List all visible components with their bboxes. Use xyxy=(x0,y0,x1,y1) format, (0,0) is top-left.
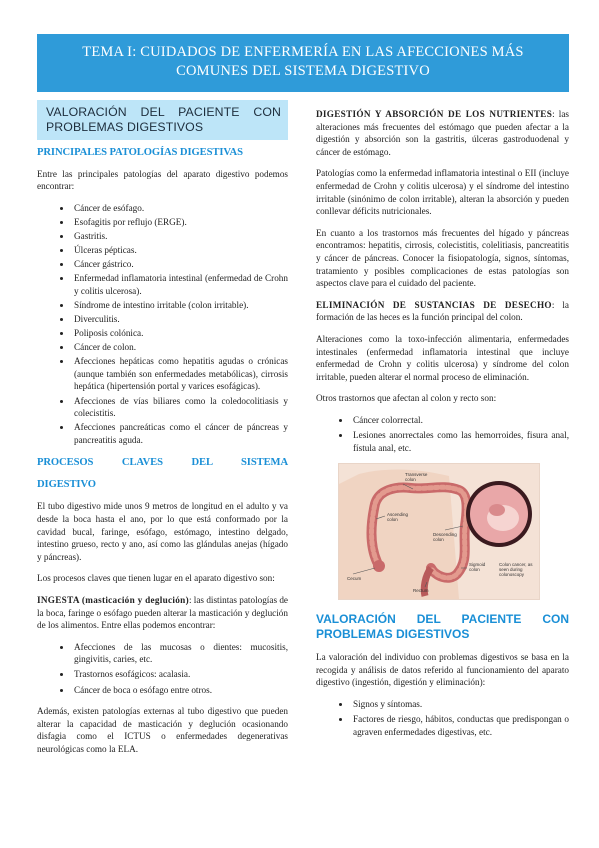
paragraph-eii: Patologías como la enfermedad inflamatoria intestinal o EII (incluye enfermedad de Crohn y colitis ulcerosa) y el síndrome del intestino irritable (sinónimo de colon irritable), alteran la absorción y pueden conllevar déficits nutricionales. xyxy=(316,168,569,217)
list-item: • Esofagitis por reflujo (ERGE). xyxy=(72,216,288,229)
paragraph-digestion xyxy=(316,108,569,158)
paragraph-higado: En cuanto a los trastornos más frecuentes del hígado y páncreas encontramos: hepatitis, cirrosis, colecistitis, colelitiasis, pancreatitis y cáncer de páncreas. Conocer la fisiopatología, signos, síntomas, tratamiento y posibles complicaciones de estas patologías son aspectos clave para el cuidado del paciente. xyxy=(316,227,569,289)
list-item: • Cáncer de colon. xyxy=(72,341,288,354)
paragraph-otros: Otros trastornos que afectan al colon y recto son: xyxy=(316,393,497,404)
list-patologias xyxy=(37,202,288,447)
label-sigmoid: Sigmoid colon xyxy=(469,562,486,573)
label-rectum: Rectum xyxy=(413,588,429,594)
list-item: • Signos y síntomas. xyxy=(351,698,569,711)
digestion-lead: DIGESTIÓN Y ABSORCIÓN DE LOS NUTRIENTES xyxy=(316,109,553,119)
list-item: • Afecciones hepáticas como hepatitis agudas o crónicas (aunque también son enfermedades metabólicas), cirrosis hepática (hipertensión portal y varices esofágicas). xyxy=(72,355,288,393)
paragraph-tubo-digestivo: El tubo digestivo mide unos 9 metros de longitud en el adulto y va desde la boca hasta el ano, por lo que está conformado por la cavidad bucal, faringe, esófago, estómago, intestino delgado, intestino grueso, recto y ano, así como las glándulas anejas (hígado y páncreas). xyxy=(37,501,288,562)
paragraph-alteraciones: Alteraciones como la toxo-infección alimentaria, enfermedades intestinales (enfermedad inflamatoria intestinal que incluye enfermedad de Crohn y colitis ulcerosa) y síndrome del colon irritable, pueden alterar el normal proceso de eliminación. xyxy=(316,333,569,382)
list-item: • Gastritis. xyxy=(72,230,288,243)
section-box-valoracion xyxy=(37,100,288,140)
ingesta-lead: INGESTA (masticación y deglución) xyxy=(37,594,189,605)
list-item: • Cáncer de esófago. xyxy=(72,202,288,215)
heading-patologias: PRINCIPALES PATOLOGÍAS DIGESTIVAS xyxy=(37,147,243,158)
section-box-line-2: PROBLEMAS DIGESTIVOS xyxy=(46,120,204,134)
heading-valoracion-line-1: VALORACIÓN DEL PACIENTE CON xyxy=(316,612,569,627)
heading-valoracion xyxy=(316,612,569,641)
title-line-2: COMUNES DEL SISTEMA DIGESTIVO xyxy=(176,63,430,79)
list-item: • Afecciones pancreáticas como el cáncer de páncreas y pancreatitis aguda. xyxy=(72,421,288,446)
list-item: • Cáncer gástrico. xyxy=(72,258,288,271)
list-valoracion xyxy=(316,698,569,738)
eliminacion-lead: ELIMINACIÓN DE SUSTANCIAS DE DESECHO xyxy=(316,299,552,310)
paragraph-eliminacion xyxy=(316,299,569,324)
section-box-line-1: VALORACIÓN DEL PACIENTE CON xyxy=(46,105,281,119)
title-banner xyxy=(37,34,569,92)
list-item: • Factores de riesgo, hábitos, conductas que predispongan o agraven enfermedades digestivas, etc. xyxy=(351,713,569,738)
list-item: • Trastornos esofágicos: acalasia. xyxy=(72,668,288,681)
list-item: • Afecciones de las mucosas o dientes: mucositis, gingivitis, caries, etc. xyxy=(72,641,288,666)
list-item: • Lesiones anorrectales como las hemorroides, fisura anal, fístula anal, etc. xyxy=(351,429,569,454)
digestion-text: : las alteraciones más frecuentes del estómago que pueden afectar a la digestión y absorción son la gastritis, úlceras gastroduodenal y cáncer de estómago. xyxy=(316,109,569,157)
label-transverse: Transverse colon xyxy=(405,472,428,483)
colon-illustration xyxy=(338,463,540,600)
heading-procesos-line-1: PROCESOS CLAVES DEL SISTEMA xyxy=(37,457,288,469)
list-item: • Poliposis colónica. xyxy=(72,327,288,340)
list-item: • Enfermedad inflamatoria intestinal (enfermedad de Crohn y colitis ulcerosa). xyxy=(72,272,288,297)
list-item: • Cáncer colorrectal. xyxy=(351,414,569,427)
paragraph-ingesta xyxy=(37,594,288,632)
paragraph-procesos: Los procesos claves que tienen lugar en el aparato digestivo son: xyxy=(37,573,275,584)
list-item: • Cáncer de boca o esófago entre otros. xyxy=(72,684,288,697)
label-inset: Colon cancer, as seen during colonoscopy xyxy=(499,562,533,578)
heading-valoracion-line-2: PROBLEMAS DIGESTIVOS xyxy=(316,626,470,641)
list-item: • Diverculitis. xyxy=(72,313,288,326)
list-ingesta xyxy=(37,641,288,696)
label-cecum: Cecum xyxy=(347,576,362,582)
eliminacion-text: : la formación de las heces es la función principal del colon. xyxy=(316,299,569,323)
heading-procesos-line-2: DIGESTIVO xyxy=(37,478,96,490)
ingesta-text: : las distintas patologías de la boca, faringe o esófago pueden alterar la masticación y deglución de los alimentos. Entre ellas podemos encontrar: xyxy=(37,594,288,631)
right-column xyxy=(316,108,569,747)
list-item: • Úlceras pépticas. xyxy=(72,244,288,257)
list-item: • Síndrome de intestino irritable (colon irritable). xyxy=(72,299,288,312)
title-line-1: TEMA I: CUIDADOS DE ENFERMERÍA EN LAS AFECCIONES MÁS xyxy=(82,44,524,60)
label-descending: Descending colon xyxy=(433,532,457,543)
paragraph-ademas: Además, existen patologías externas al tubo digestivo que pueden alterar la capacidad de masticación y deglución ocasionando disfagia como el ICTUS o enfermedades degenerativas neurológicas como la ELA. xyxy=(37,706,288,754)
left-column xyxy=(37,100,288,764)
paragraph-intro: Entre las principales patologías del aparato digestivo podemos encontrar: xyxy=(37,168,288,192)
list-otros xyxy=(316,414,569,454)
list-item: • Afecciones de vías biliares como la coledocolitiasis y colecistitis. xyxy=(72,395,288,420)
label-ascending: Ascending colon xyxy=(387,512,409,523)
paragraph-valoracion: La valoración del individuo con problemas digestivos se basa en la recogida y análisis de datos referido al funcionamiento del aparato digestivo (ingestión, digestión y eliminación): xyxy=(316,652,569,688)
